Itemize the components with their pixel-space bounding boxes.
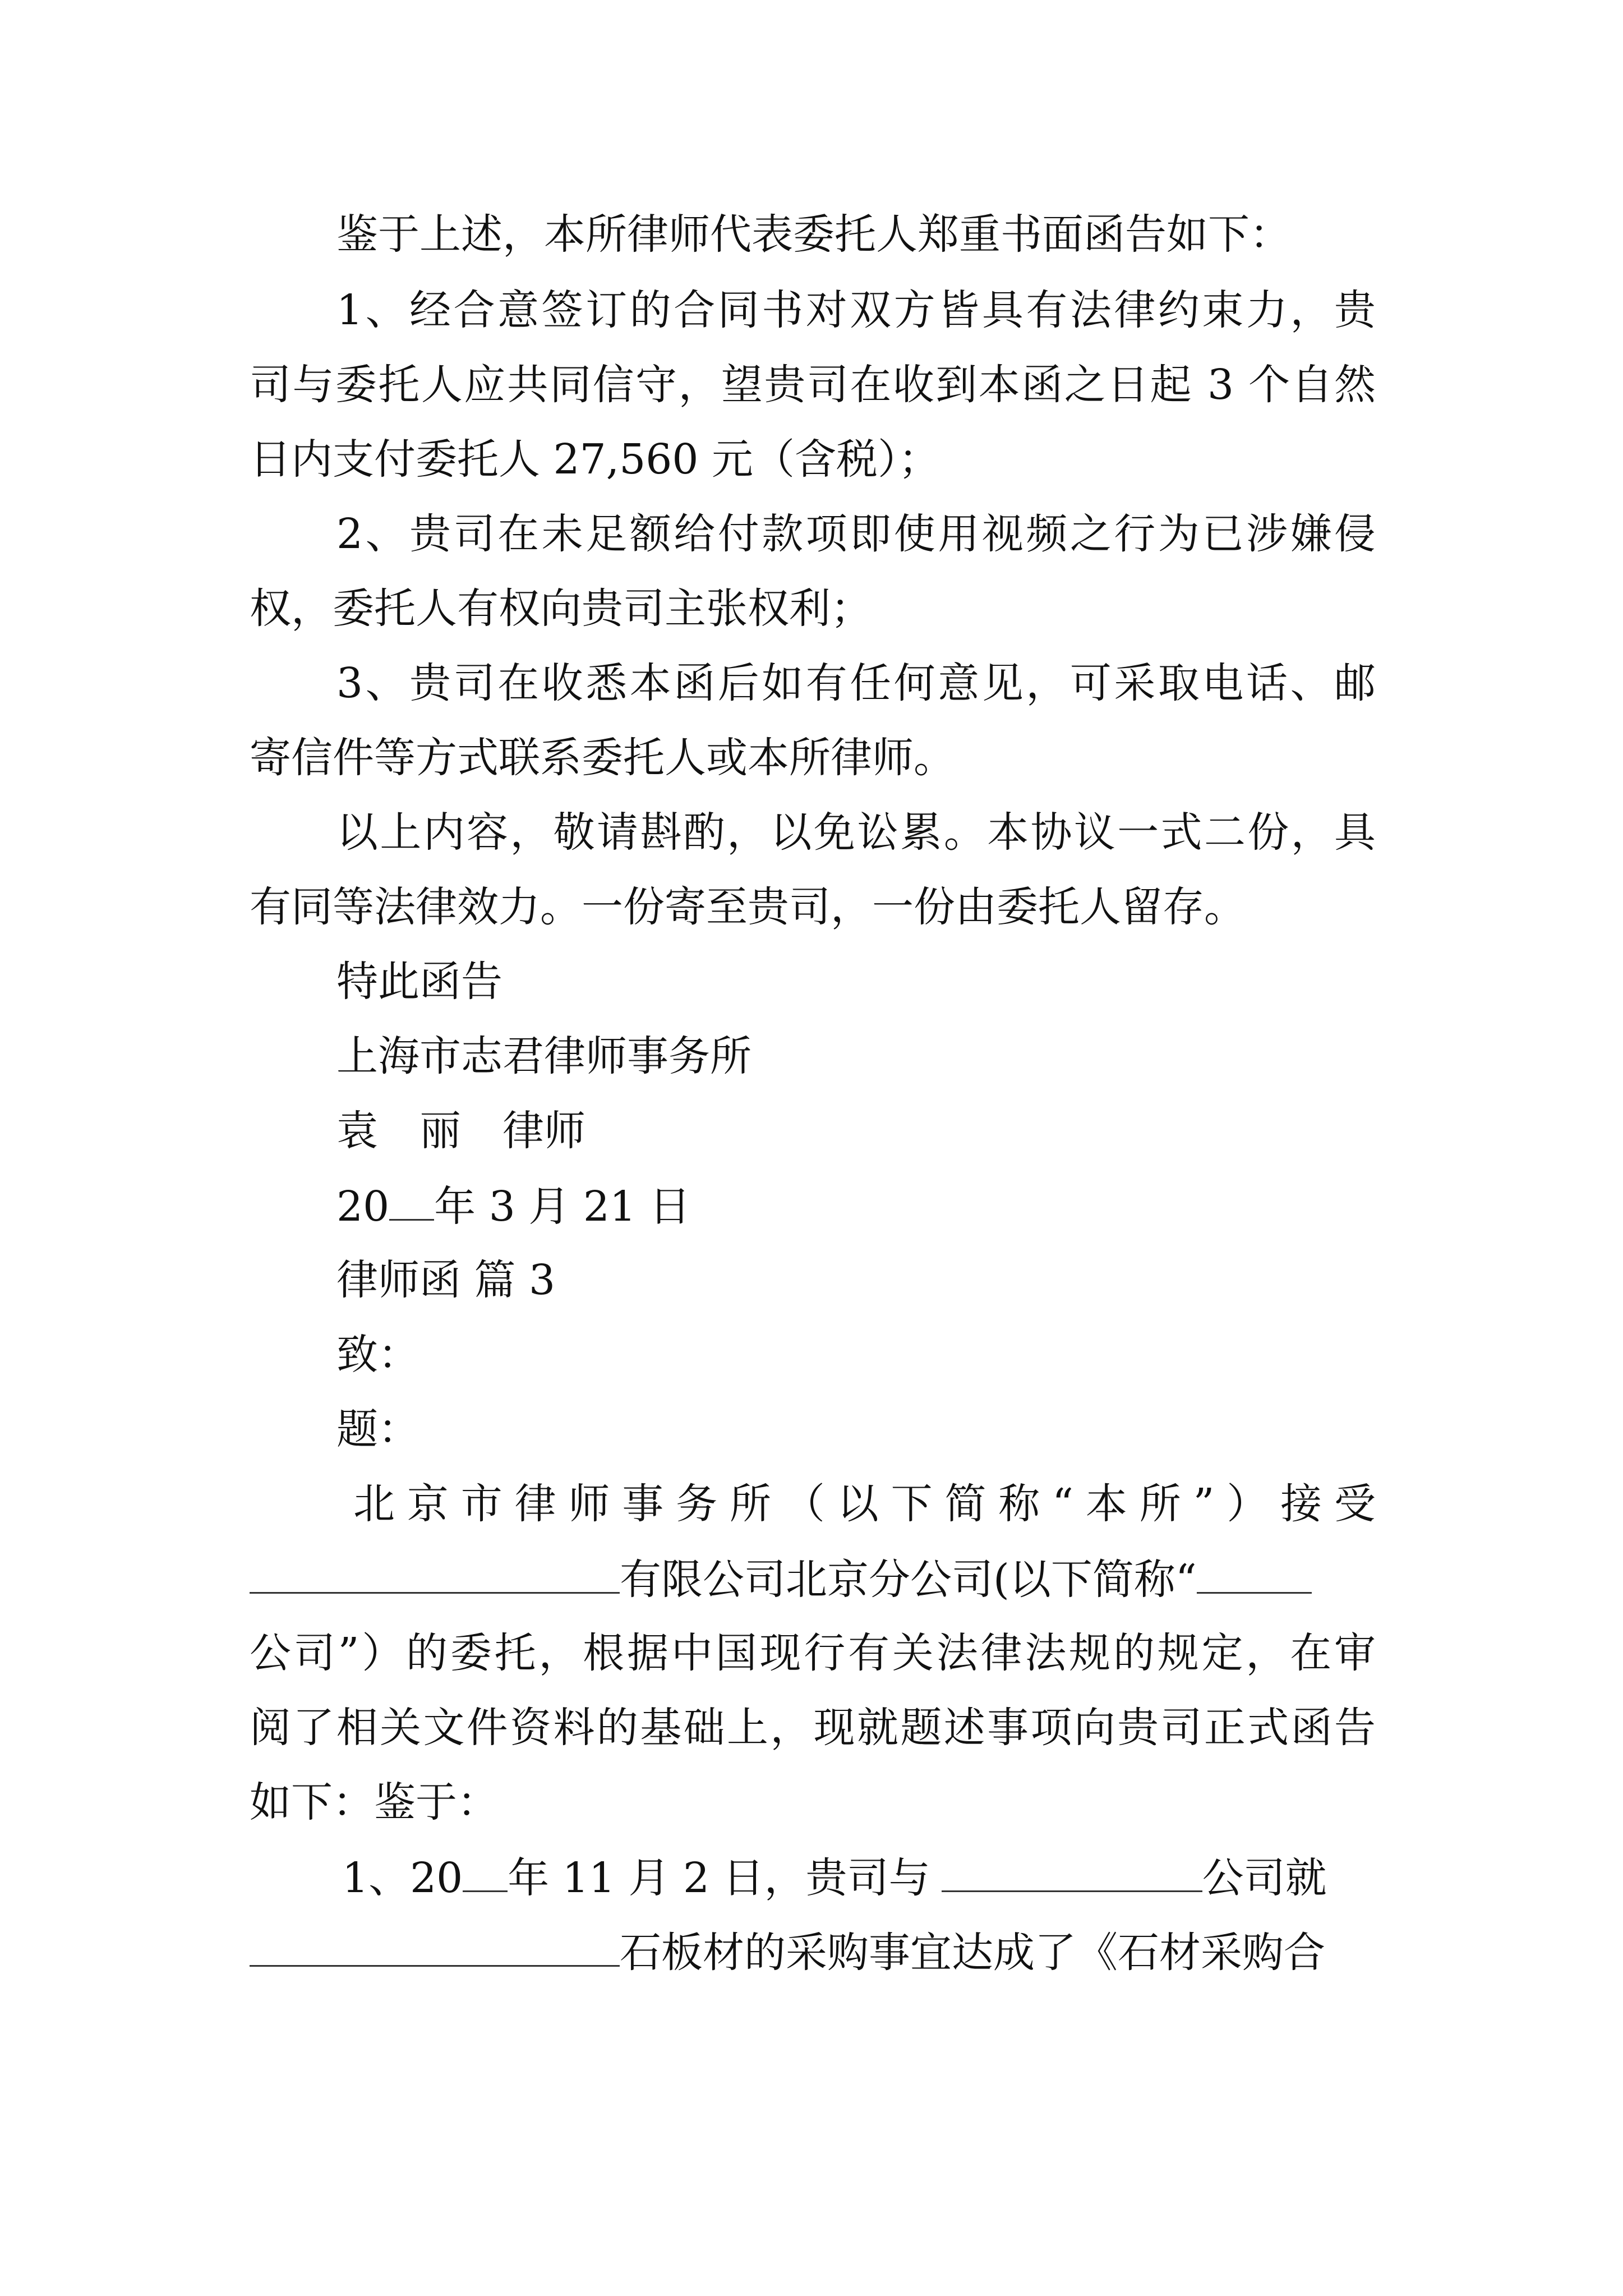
intro-paragraph: 鉴于上述，本所律师代表委托人郑重书面函告如下：	[336, 210, 1291, 259]
item-1-date-text: 年 11 月 2 日，贵司与	[508, 1854, 930, 1902]
item-3-line-2: 寄信件等方式联系委托人或本所律师。	[250, 734, 955, 782]
date-year-blank	[389, 1177, 434, 1221]
item-1-line-2: 司与委托人应共同信守，望贵司在收到本函之日起 3 个自然	[250, 361, 1376, 409]
signature-date	[336, 1177, 1376, 1235]
letter-3-para-line-5: 如下：鉴于：	[250, 1778, 499, 1826]
item-1-line-1: 1、经合意签订的合同书对双方皆具有法律约束力，贵	[336, 286, 1376, 334]
lawyer-name: 袁 丽 律师	[336, 1107, 585, 1155]
supplier-name-blank	[942, 1849, 1202, 1892]
item-2-line-1: 2、贵司在未足额给付款项即使用视频之行为已涉嫌侵	[336, 510, 1376, 558]
firm-name: 上海市志君律师事务所	[336, 1032, 751, 1080]
notice-text: 特此函告	[336, 958, 502, 1006]
item-1-year-prefix: 1、20	[342, 1854, 463, 1902]
letter-3-para-line-2-text: 有限公司北京分公司(以下简称“	[620, 1556, 1197, 1604]
letter-3-item-1-line-2	[250, 1924, 1376, 1981]
item-1-line-2-text: 石板材的采购事宜达成了《石材采购合	[620, 1929, 1325, 1977]
date-rest: 年 3 月 21 日	[434, 1182, 691, 1231]
closing-line-2: 有同等法律效力。一份寄至贵司，一份由委托人留存。	[250, 883, 1246, 931]
stone-type-blank	[250, 1924, 620, 1967]
letter-3-para-line-3: 公司”）的委托，根据中国现行有关法律法规的规定，在审	[250, 1629, 1376, 1677]
letter-3-para-line-1: 北京市律师事务所（以下简称“本所”）接受	[353, 1480, 1376, 1528]
company-name-blank	[250, 1550, 620, 1594]
item-3-line-1: 3、贵司在收悉本函后如有任何意见，可采取电话、邮	[336, 659, 1376, 707]
letter-3-para-line-4: 阅了相关文件资料的基础上，现就题述事项向贵司正式函告	[250, 1704, 1376, 1752]
item-2-line-2: 权，委托人有权向贵司主张权利；	[250, 585, 872, 633]
to-label: 致：	[336, 1331, 419, 1379]
item-1-line-3: 日内支付委托人 27,560 元（含税）；	[250, 435, 940, 484]
subject-label: 题：	[336, 1405, 419, 1453]
letter-3-para-line-2	[250, 1550, 1376, 1608]
item-1-year-blank	[463, 1849, 508, 1892]
letter-3-heading: 律师函 篇 3	[336, 1256, 556, 1304]
date-year-prefix: 20	[336, 1182, 390, 1231]
short-name-blank	[1197, 1550, 1312, 1594]
closing-line-1: 以上内容，敬请斟酌，以免讼累。本协议一式二份，具	[336, 808, 1376, 857]
letter-3-item-1-line-1	[342, 1849, 1376, 1906]
item-1-company-text: 公司就	[1202, 1854, 1327, 1902]
